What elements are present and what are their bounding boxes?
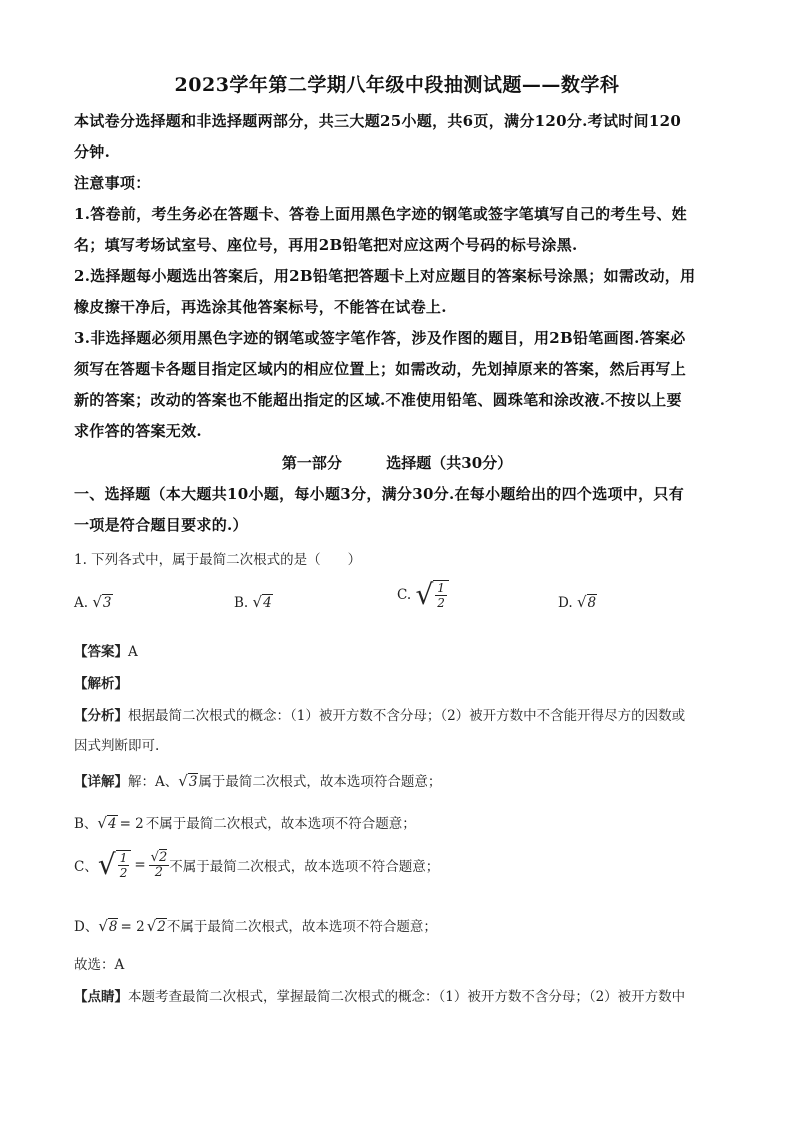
part-heading-left: 第一部分: [281, 454, 342, 472]
option-d-sqrt: √8: [576, 593, 597, 611]
xiangjie-c-equals: =: [134, 857, 146, 873]
option-b-value: 4: [263, 595, 272, 611]
intro-line-2: 分钟.: [74, 143, 111, 161]
xiangjie-line-c: [74, 850, 439, 880]
xiangjie-a-text: 属于最简二次根式，故本选项符合题意；: [198, 774, 442, 790]
xiangjie-b-radicand: 4: [107, 816, 117, 832]
intro-line-1: 本试卷分选择题和非选择题两部分，共三大题25小题，共6页，满分120分.考试时间120: [74, 112, 682, 130]
xiangjie-b-sqrt: √4: [97, 814, 117, 832]
option-a-value: 3: [102, 595, 112, 611]
option-c-numerator: 1: [437, 581, 445, 595]
option-d: [558, 593, 597, 611]
option-b: [234, 593, 273, 611]
part-heading: [0, 452, 794, 473]
fenxi-text-1: 根据最简二次根式的概念：（1）被开方数不含分母；（2）被开方数中不含能开得尽方的因数或: [128, 708, 686, 724]
dianjing-line: [74, 985, 685, 1005]
fenxi-line-2: 因式判断即可.: [74, 738, 160, 754]
xiangjie-c-result-num: √2: [150, 849, 168, 865]
notice-line-4: 橡皮擦干净后，再选涂其他答案标号，不能答在试卷上.: [74, 298, 447, 316]
xiangjie-d-sqrt: √8: [98, 917, 118, 935]
xiangjie-b-prefix: B、: [74, 816, 98, 832]
xiangjie-c-numerator: 1: [119, 851, 128, 865]
notice-line-1: 1.答卷前，考生务必在答题卡、答卷上面用黑色字迹的钢笔或签字笔填写自己的考生号、姓: [74, 205, 687, 223]
xiangjie-d-radicand-2: 2: [157, 919, 166, 935]
xiangjie-d-equals: = 2: [120, 919, 145, 935]
option-a: [74, 593, 113, 611]
option-d-value: 8: [587, 595, 597, 611]
xiangjie-b-text: 不属于最简二次根式，故本选项不符合题意；: [145, 816, 416, 832]
page-title: 2023学年第二学期八年级中段抽测试题——数学科: [174, 74, 620, 96]
answer-tag: 【答案】: [74, 644, 128, 660]
xiangjie-c-denominator: 2: [119, 866, 128, 880]
fenxi-tag: 【分析】: [74, 708, 128, 724]
dianjing-text: 本题考查最简二次根式，掌握最简二次根式的概念：（1）被开方数不含分母；（2）被开方数中: [128, 989, 686, 1005]
xiangjie-tag: 【详解】: [74, 774, 128, 790]
option-c-denominator: 2: [437, 596, 445, 610]
choose-line: 故选：A: [74, 957, 125, 973]
xiangjie-a-prefix: 解：A、: [128, 774, 179, 790]
notice-line-8: 求作答的答案无效.: [74, 422, 202, 440]
xiangjie-c-result-radicand: 2: [158, 849, 168, 865]
xiangjie-d-text: 不属于最简二次根式，故本选项不符合题意；: [166, 919, 437, 935]
xiangjie-line-a: [74, 770, 441, 790]
answer-line: [74, 640, 138, 660]
dianjing-tag: 【点睛】: [74, 989, 128, 1005]
notice-line-3: 2.选择题每小题选出答案后，用2B铅笔把答题卡上对应题目的答案标号涂黑；如需改动，用: [74, 267, 696, 285]
xiangjie-c-sqrt: √ $\frac{1}{2}$: [98, 850, 131, 880]
notice-line-5: 3.非选择题必须用黑色字迹的钢笔或签字笔作答，涉及作图的题目，用2B铅笔画图.答案必: [74, 329, 686, 347]
section-intro-line-1: 一、选择题（本大题共10小题，每小题3分，满分30分.在每小题给出的四个选项中，只有: [74, 485, 685, 503]
part-heading-right: 选择题（共30分）: [386, 454, 513, 472]
option-c-sqrt: √ $\frac{1}{2}$: [415, 580, 448, 610]
option-c: [397, 580, 449, 610]
xiangjie-line-d: [74, 915, 437, 935]
option-d-label: D.: [558, 595, 573, 611]
jiexi-line: [74, 672, 128, 692]
xiangjie-line-b: [74, 812, 416, 832]
xiangjie-c-prefix: C、: [74, 859, 98, 875]
xiangjie-d-sqrt-2: √2: [146, 917, 166, 935]
section-intro-line-2: 一项是符合题目要求的.）: [74, 516, 248, 534]
answer-value: A: [128, 644, 138, 660]
xiangjie-a-radicand: 3: [188, 774, 198, 790]
notice-line-2: 名；填写考场试室号、座位号，再用2B铅笔把对应这两个号码的标号涂黑.: [74, 236, 578, 254]
xiangjie-b-equals: = 2: [119, 816, 144, 832]
xiangjie-c-result-den: 2: [154, 864, 164, 880]
option-c-label: C.: [397, 587, 412, 603]
notice-line-6: 须写在答题卡各题目指定区域内的相应位置上；如需改动，先划掉原来的答案，然后再写上: [74, 360, 687, 378]
notice-heading: 注意事项：: [74, 174, 151, 192]
notice-line-7: 新的答案；改动的答案也不能超出指定的区域.不准使用铅笔、圆珠笔和涂改液.不按以上要: [74, 391, 682, 409]
xiangjie-c-result: [149, 851, 170, 880]
xiangjie-a-sqrt: √3: [178, 772, 198, 790]
option-b-label: B.: [234, 595, 249, 611]
option-b-sqrt: √4: [252, 593, 272, 611]
fenxi-line-1: [74, 704, 685, 724]
xiangjie-d-radicand: 8: [108, 919, 118, 935]
question-1-stem: 1. 下列各式中，属于最简二次根式的是（ ）: [74, 552, 362, 568]
option-a-sqrt: √3: [92, 593, 112, 611]
option-a-label: A.: [74, 595, 89, 611]
jiexi-tag: 【解析】: [74, 676, 128, 692]
xiangjie-d-prefix: D、: [74, 919, 99, 935]
xiangjie-c-text: 不属于最简二次根式，故本选项不符合题意；: [169, 859, 440, 875]
